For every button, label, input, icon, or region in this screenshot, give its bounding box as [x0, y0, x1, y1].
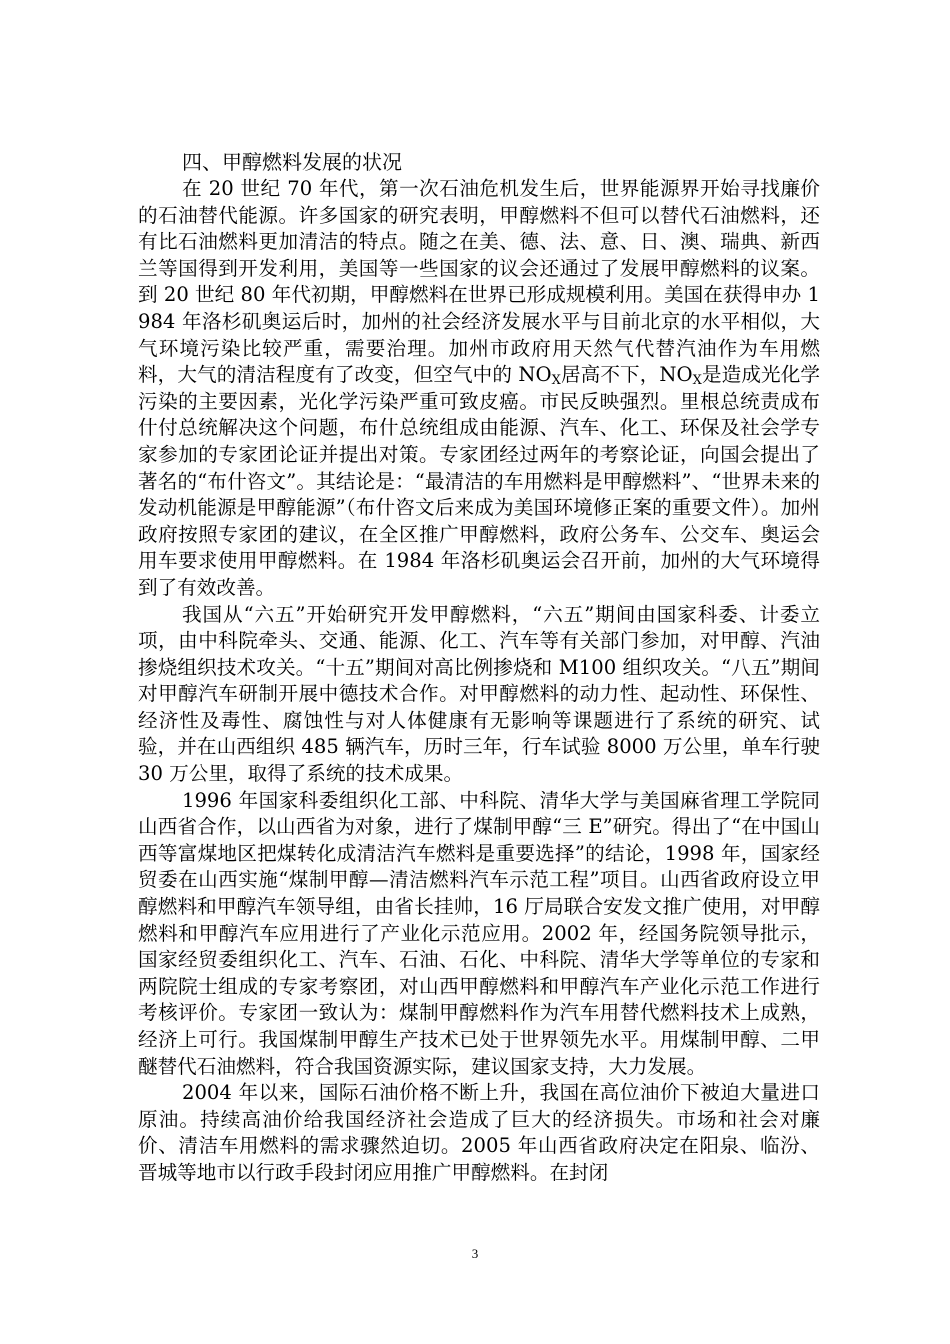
page-body: [138, 148, 820, 1187]
section-heading: 四、甲醇燃料发展的状况: [182, 150, 402, 174]
paragraph-1-part-a: 在 20 世纪 70 年代，第一次石油危机发生后，世界能源界开始寻找廉价的石油替代能源。许多国家的研究表明，甲醇燃料不但可以替代石油燃料，还有比石油燃料更加清洁的特点。随之在美、德、法、意、日、澳、瑞典、新西兰等国得到开发利用，美国等一些国家的议会还通过了发展甲醇燃料的议案。到 20 世纪 80 年代初期，甲醇燃料在世界已形成规模利用。美国在获得申办 1984 年洛杉矶奥运后时，加州的社会经济发展水平与目前北京的水平相似，大气环境污染比较严重，需要治理。加州市政府用天然气代替汽油作为车用燃料，大气的清洁程度有了改变，但空气中的 NO: [138, 177, 820, 387]
page-number: 3: [471, 1246, 479, 1261]
nox-subscript-2: X: [692, 373, 702, 389]
paragraph-4: 2004 年以来，国际石油价格不断上升，我国在高位油价下被迫大量进口原油。持续高油价给我国经济社会造成了巨大的经济损失。市场和社会对廉价、清洁车用燃料的需求骤然迫切。2005 年山西省政府决定在阳泉、临汾、晋城等地市以行政手段封闭应用推广甲醇燃料。在封闭: [138, 1081, 820, 1184]
paragraph-1-part-b: 居高不下，NO: [560, 363, 693, 387]
paragraph-1-part-c: 是造成光化学污染的主要因素，光化学污染严重可致皮癌。市民反映强烈。里根总统责成布什付总统解决这个问题，布什总统组成由能源、汽车、化工、环保及社会学专家参加的专家团论证并提出对策。专家团经过两年的考察论证，向国会提出了著名的“布什咨文”。其结论是：“最清洁的车用燃料是甲醇燃料”、“世界未来的发动机能源是甲醇能源”（布什咨文后来成为美国环境修正案的重要文件）。加州政府按照专家团的建议，在全区推广甲醇燃料，政府公务车、公交车、奥运会用车要求使用甲醇燃料。在 1984 年洛杉矶奥运会召开前，加州的大气环境得到了有效改善。: [138, 363, 820, 599]
paragraph-2: 我国从“六五”开始研究开发甲醇燃料，“六五”期间由国家科委、计委立项，由中科院牵头、交通、能源、化工、汽车等有关部门参加，对甲醇、汽油掺烧组织技术攻关。“十五”期间对高比例掺烧和 M100 组织攻关。“八五”期间对甲醇汽车研制开展中德技术合作。对甲醇燃料的动力性、起动性、环保性、经济性及毒性、腐蚀性与对人体健康有无影响等课题进行了系统的研究、试验，并在山西组织 485 辆汽车，历时三年，行车试验 8000 万公里，单车行驶 30 万公里，取得了系统的技术成果。: [138, 602, 820, 786]
paragraph-1: [138, 176, 820, 602]
paragraph-3: 1996 年国家科委组织化工部、中科院、清华大学与美国麻省理工学院同山西省合作，以山西省为对象，进行了煤制甲醇“三 E”研究。得出了“在中国山西等富煤地区把煤转化成清洁汽车燃料是重要选择”的结论，1998 年，国家经贸委在山西实施“煤制甲醇—清洁燃料汽车示范工程”项目。山西省政府设立甲醇燃料和甲醇汽车领导组，由省长挂帅，16 厅局联合安发文推广使用，对甲醇燃料和甲醇汽车应用进行了产业化示范应用。2002 年，经国务院领导批示，国家经贸委组织化工、汽车、石油、石化、中科院、清华大学等单位的专家和两院院士组成的专家考察团，对山西甲醇燃料和甲醇汽车产业化示范工作进行考核评价。专家团一致认为：煤制甲醇燃料作为汽车用替代燃料技术上成熟，经济上可行。我国煤制甲醇生产技术已处于世界领先水平。用煤制甲醇、二甲醚替代石油燃料，符合我国资源实际，建议国家支持，大力发展。: [138, 788, 820, 1078]
nox-subscript-1: X: [551, 373, 561, 389]
